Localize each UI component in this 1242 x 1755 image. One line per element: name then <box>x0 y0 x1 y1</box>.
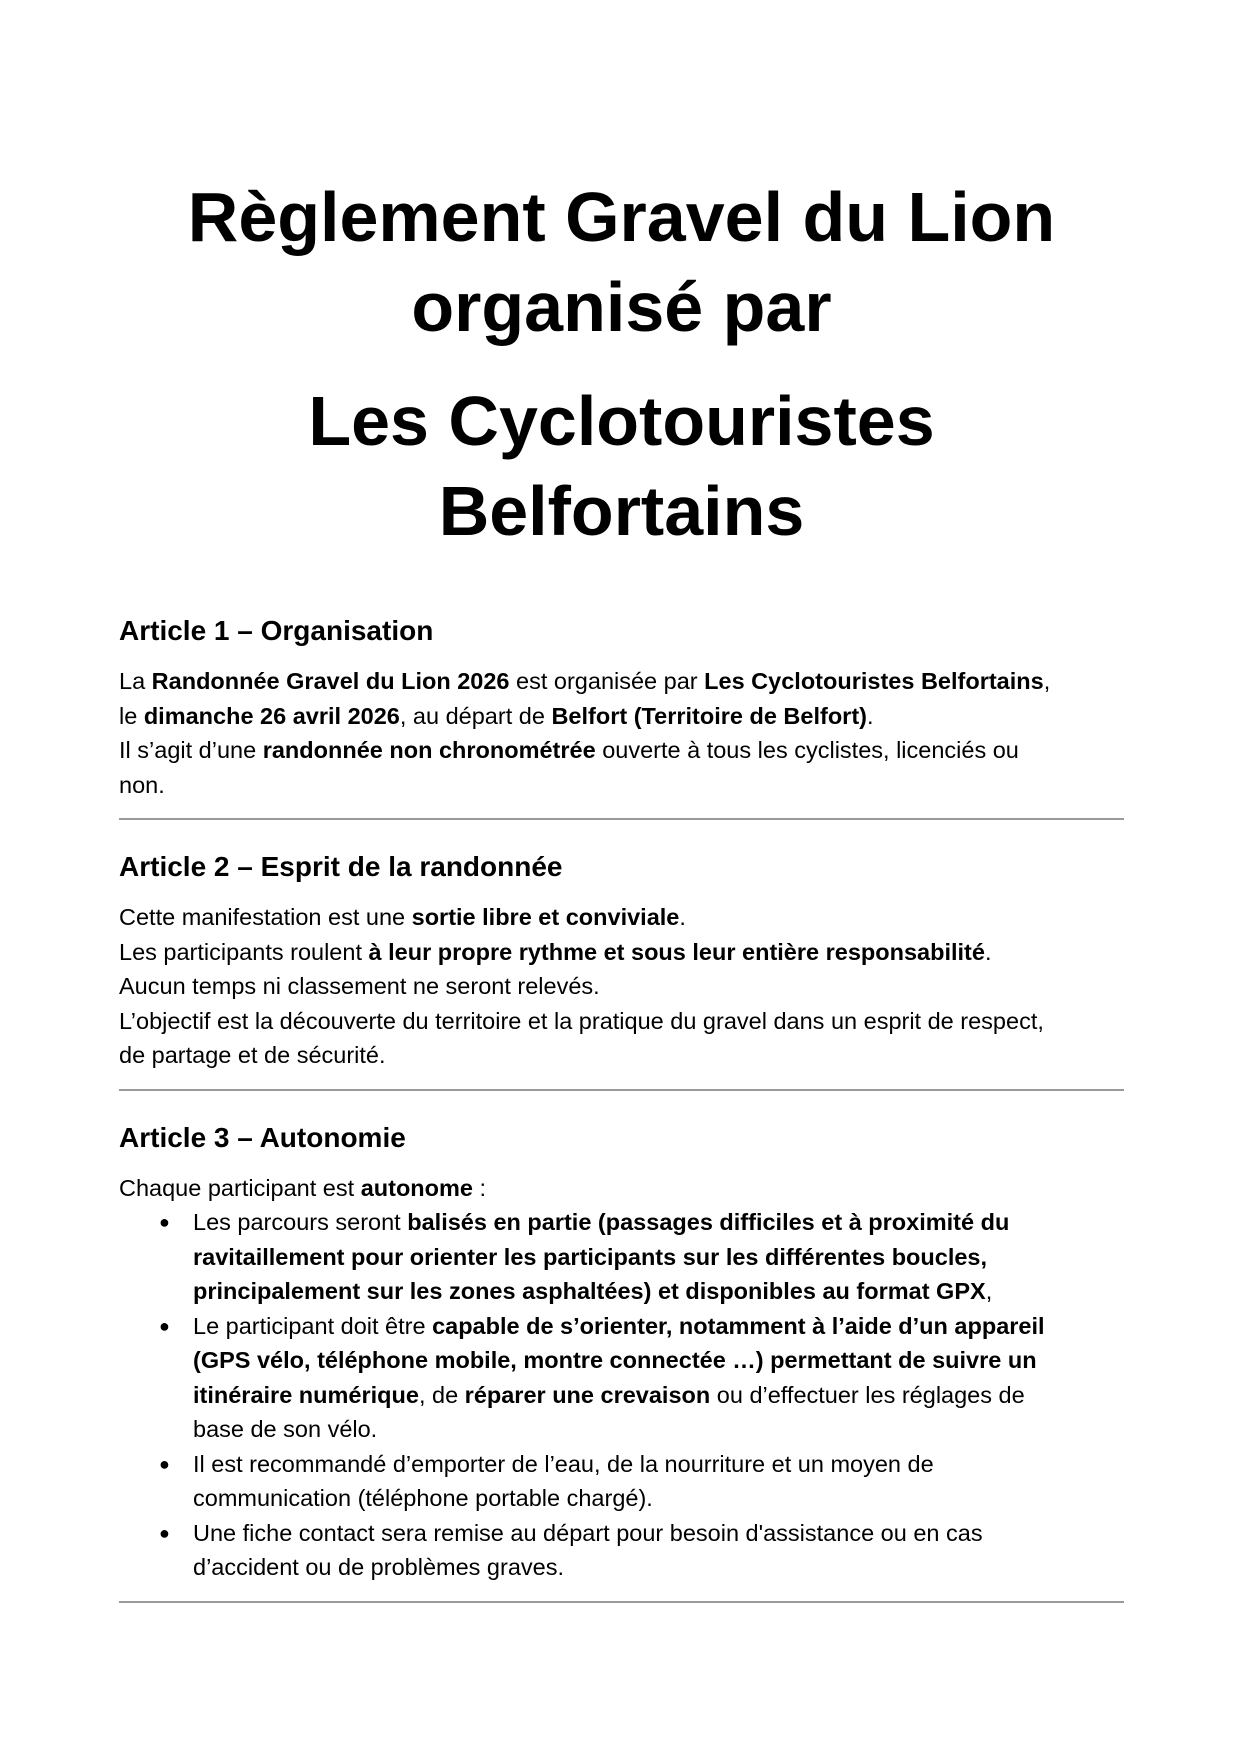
title-line-1: Règlement Gravel du Lion <box>187 178 1056 256</box>
bullet-icon: ● <box>159 1212 170 1232</box>
article-2-line-5: de partage et de sécurité. <box>119 1042 386 1068</box>
article-2-line-3: Aucun temps ni classement ne seront relevés. <box>119 973 600 999</box>
article-2-line-2: Les participants roulent à leur propre rythme et sous leur entière responsabilité. <box>119 938 992 965</box>
article-1-paragraph-1: La Randonnée Gravel du Lion 2026 est organisée par Les Cyclotouristes Belfortains, le dimanche 26 avril 2026, au départ de Belfort (Territoire de Belfort). <box>119 668 1051 729</box>
document-page <box>119 0 1124 1603</box>
article-3-heading: Article 3 – Autonomie <box>119 1121 406 1153</box>
article-3-intro: Chaque participant est autonome : <box>119 1174 487 1201</box>
document-title <box>119 172 1124 556</box>
title-line-2: organisé par <box>411 268 832 346</box>
article-2 <box>119 850 1124 1091</box>
article-2-heading: Article 2 – Esprit de la randonnée <box>119 851 563 882</box>
list-item: ● Le participant doit être capable de s’orienter, notamment à l’aide d’un appareil (GPS vélo, téléphone mobile, montre connectée …) permettant de suivre un itinéraire numérique, de réparer une crevaison ou d’effectuer les réglages de base de son vélo. <box>193 1309 1124 1447</box>
article-3-bullet-list <box>119 1205 1124 1585</box>
article-1 <box>119 614 1124 820</box>
bullet-icon: ● <box>159 1315 170 1336</box>
list-item: ● Les parcours seront balisés en partie (passages difficiles et à proximité du ravitaillement pour orienter les participants sur les différentes boucles, principalement sur les zones asphaltées) et disponibles au format GPX, <box>193 1205 1124 1309</box>
article-1-body <box>119 664 1124 802</box>
bullet-icon: ● <box>159 1453 170 1474</box>
divider <box>119 818 1124 820</box>
article-2-line-1: Cette manifestation est une sortie libre et conviviale. <box>119 904 686 930</box>
list-item: ● Une fiche contact sera remise au départ pour besoin d'assistance ou en cas d’accident ou de problèmes graves. <box>193 1516 1124 1585</box>
article-1-paragraph-2: Il s’agit d’une randonnée non chronométrée ouverte à tous les cyclistes, licenciés ou non. <box>119 737 1019 798</box>
article-3-body <box>119 1171 1124 1585</box>
bullet-icon: ● <box>159 1522 170 1543</box>
article-2-line-4: L’objectif est la découverte du territoire et la pratique du gravel dans un esprit de respect, <box>119 1007 1044 1034</box>
article-3 <box>119 1121 1124 1603</box>
title-line-3: Les Cyclotouristes <box>308 382 935 460</box>
divider <box>119 1089 1124 1091</box>
divider <box>119 1601 1124 1603</box>
title-line-4: Belfortains <box>438 472 805 550</box>
article-2-body <box>119 900 1124 1073</box>
article-1-heading: Article 1 – Organisation <box>119 615 434 646</box>
list-item: ● Il est recommandé d’emporter de l’eau, de la nourriture et un moyen de communication (téléphone portable chargé). <box>193 1447 1124 1516</box>
